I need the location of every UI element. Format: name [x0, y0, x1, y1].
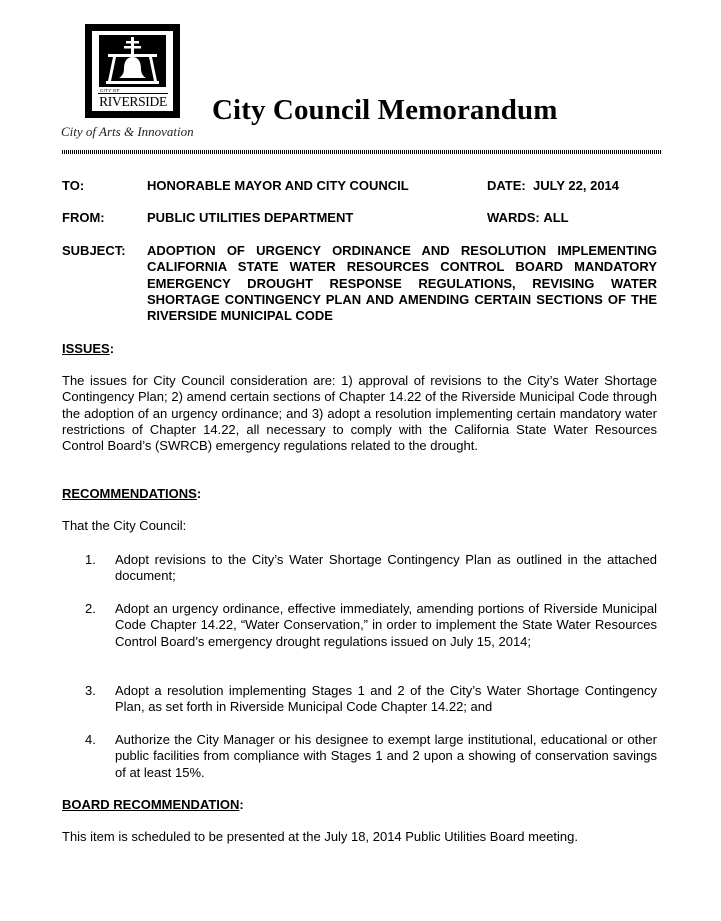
item-number: 3. — [85, 683, 96, 698]
issues-heading: ISSUES: — [62, 341, 115, 356]
memo-title: City Council Memorandum — [212, 94, 558, 126]
date-label: DATE: — [487, 178, 526, 193]
logo-frame — [92, 31, 173, 111]
to-value: HONORABLE MAYOR AND CITY COUNCIL — [147, 178, 409, 193]
city-tagline: City of Arts & Innovation — [61, 124, 194, 139]
date-field — [487, 178, 619, 193]
header-divider — [62, 150, 661, 154]
board-recommendation-body: This item is scheduled to be presented at the July 18, 2014 Public Utilities Board meeting. — [62, 829, 578, 844]
from-value: PUBLIC UTILITIES DEPARTMENT — [147, 210, 354, 225]
logo-riverside-text: RIVERSIDE — [99, 94, 167, 109]
item-text: Adopt a resolution implementing Stages 1 and 2 of the City’s Water Shortage Contingency Plan, as set forth in Riverside Municipal Code Chapter 14.22; and — [115, 683, 657, 715]
item-number: 2. — [85, 601, 96, 616]
wards-field — [487, 210, 569, 225]
subject-label: SUBJECT: — [62, 243, 126, 258]
board-recommendation-heading-text: BOARD RECOMMENDATION — [62, 797, 240, 812]
city-logo — [85, 24, 180, 118]
subject-value: ADOPTION OF URGENCY ORDINANCE AND RESOLUTION IMPLEMENTING CALIFORNIA STATE WATER RESOURCES CONTROL BOARD MANDATORY EMERGENCY DROUGHT RESPONSE REGULATIONS, REVISING WATER SHORTAGE CONTINGENCY PLAN AND AMENDING CERTAIN SECTIONS OF THE RIVERSIDE MUNICIPAL CODE — [147, 243, 657, 324]
bell-tower-icon — [99, 35, 166, 87]
date-value: JULY 22, 2014 — [533, 178, 620, 193]
logo-city-of-text: CITY OF — [100, 88, 120, 93]
wards-value: ALL — [543, 210, 569, 225]
recommendations-heading: RECOMMENDATIONS: — [62, 486, 202, 501]
from-label: FROM: — [62, 210, 105, 225]
issues-heading-text: ISSUES — [62, 341, 110, 356]
item-number: 1. — [85, 552, 96, 567]
item-number: 4. — [85, 732, 96, 747]
to-label: TO: — [62, 178, 85, 193]
board-recommendation-heading: BOARD RECOMMENDATION: — [62, 797, 244, 812]
item-text: Adopt an urgency ordinance, effective immediately, amending portions of Riverside Municipal Code Chapter 14.22, “Water Conservation,” in order to implement the State Water Resources Control Board’s emergency drought regulations issued on July 15, 2014; — [115, 601, 657, 649]
item-text: Adopt revisions to the City’s Water Shortage Contingency Plan as outlined in the attached document; — [115, 552, 657, 584]
recommendations-intro: That the City Council: — [62, 518, 187, 533]
recommendations-heading-text: RECOMMENDATIONS — [62, 486, 197, 501]
issues-body: The issues for City Council consideration are: 1) approval of revisions to the City’s Water Shortage Contingency Plan; 2) amend certain sections of Chapter 14.22 of the Riverside Municipal Code through the adoption of an urgency ordinance; and 3) adopt a resolution implementing certain mandatory water restrictions of Chapter 14.22, all necessary to comply with the California State Water Resources Control Board’s (SWRCB) emergency regulations related to the drought. — [62, 373, 657, 454]
wards-label: WARDS: — [487, 210, 540, 225]
item-text: Authorize the City Manager or his designee to exempt large institutional, educational or other public facilities from compliance with Stages 1 and 2 upon a showing of conservation savings of at least 15%. — [115, 732, 657, 780]
